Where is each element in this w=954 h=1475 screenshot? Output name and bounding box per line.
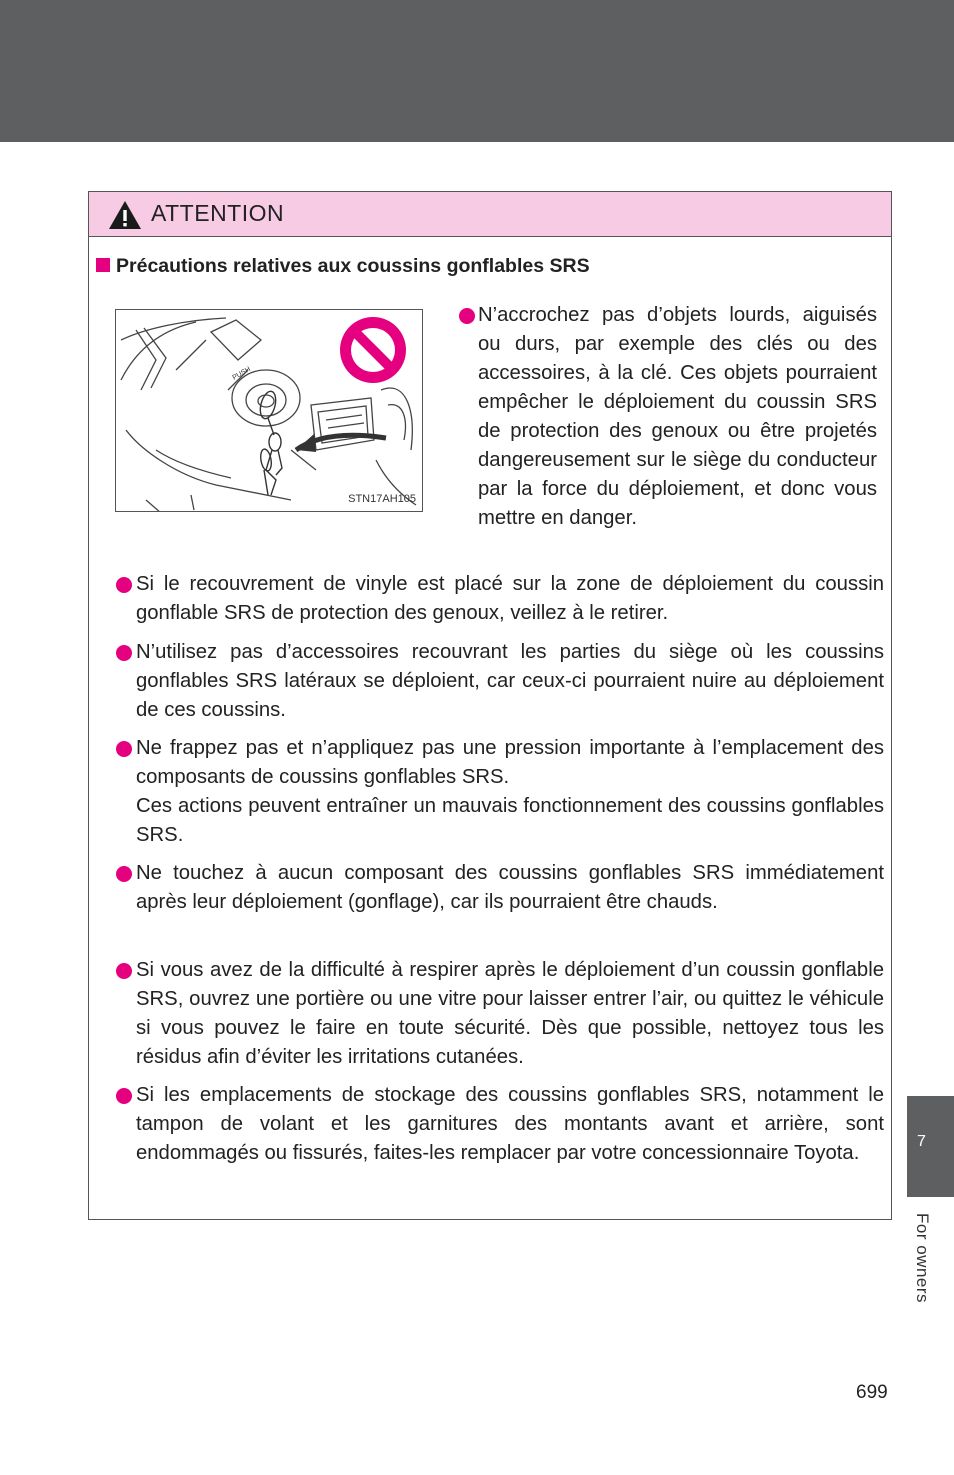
bullet-dot-icon	[116, 741, 132, 757]
bullet-text-6: Si vous avez de la difficulté à respirer après le déploiement d’un coussin gonflable SRS, ouvrez une portière ou une vitre pour laisser entrer l’air, ou quittez le véhicule si vous pouvez le faire en toute sécurité. Dès que possible, nettoyez tous les résidus afin d’éviter les irritations cutanées.	[136, 959, 884, 1068]
bullet-dot-icon	[116, 577, 132, 593]
chapter-tab[interactable]	[907, 1096, 954, 1197]
attention-box	[88, 191, 892, 1220]
header-band	[0, 0, 954, 142]
bullet-text-3: N’utilisez pas d’accessoires recouvrant les parties du siège où les coussins gonflables SRS latéraux se déploient, car ceux-ci pourraient nuire au déploiement de ces coussins.	[136, 641, 884, 721]
section-heading	[96, 255, 590, 278]
bullet-dot-icon	[116, 866, 132, 882]
bullet-text-2: Si le recouvrement de vinyle est placé sur la zone de déploiement du coussin gonflable SRS de protection des genoux, veillez à le retirer.	[136, 573, 884, 624]
chapter-number: 7	[917, 1133, 926, 1150]
chapter-label: For owners	[913, 1213, 932, 1304]
bullet-dot-icon	[116, 1088, 132, 1104]
bullet-dot-icon	[116, 963, 132, 979]
key-drawing	[116, 310, 423, 512]
bullet-dot-icon	[116, 645, 132, 661]
page-number: 699	[856, 1382, 888, 1403]
prohibition-icon	[340, 317, 406, 383]
bullet-text-7: Si les emplacements de stockage des coussins gonflables SRS, notamment le tampon de volant et les garnitures des montants avant et arrière, sont endommagés ou fissurés, faites-les remplacer par votre concessionnaire Toyota.	[136, 1084, 884, 1164]
heading-square-icon	[96, 258, 110, 272]
figure-code: STN17AH105	[348, 493, 416, 505]
bullet-text-5: Ne touchez à aucun composant des coussins gonflables SRS immédiatement après leur déploiement (gonflage), car ils pourraient être chauds.	[136, 862, 884, 913]
bullet-dot-icon	[459, 308, 475, 324]
bullet-text-4: Ne frappez pas et n’appliquez pas une pression importante à l’emplacement des composants de coussins gonflables SRS. Ces actions peuvent entraîner un mauvais fonctionnement des coussins gonflables SRS.	[136, 737, 884, 846]
push-label: PUSH	[231, 365, 252, 382]
section-heading-text: Précautions relatives aux coussins gonflables SRS	[116, 255, 590, 277]
attention-header	[89, 192, 891, 237]
attention-title: ATTENTION	[151, 200, 285, 226]
warning-triangle-icon	[108, 200, 142, 230]
bullet-text-1: N’accrochez pas d’objets lourds, aiguisés ou durs, par exemple des clés ou des accessoires, à la clé. Ces objets pourraient empêcher le déploiement du coussin SRS de protection des genoux ou être projetés dangereusement sur le siège du conducteur par la force du déploiement, et donc vous mettre en danger.	[478, 304, 877, 529]
ignition-key-illustration	[115, 309, 423, 512]
